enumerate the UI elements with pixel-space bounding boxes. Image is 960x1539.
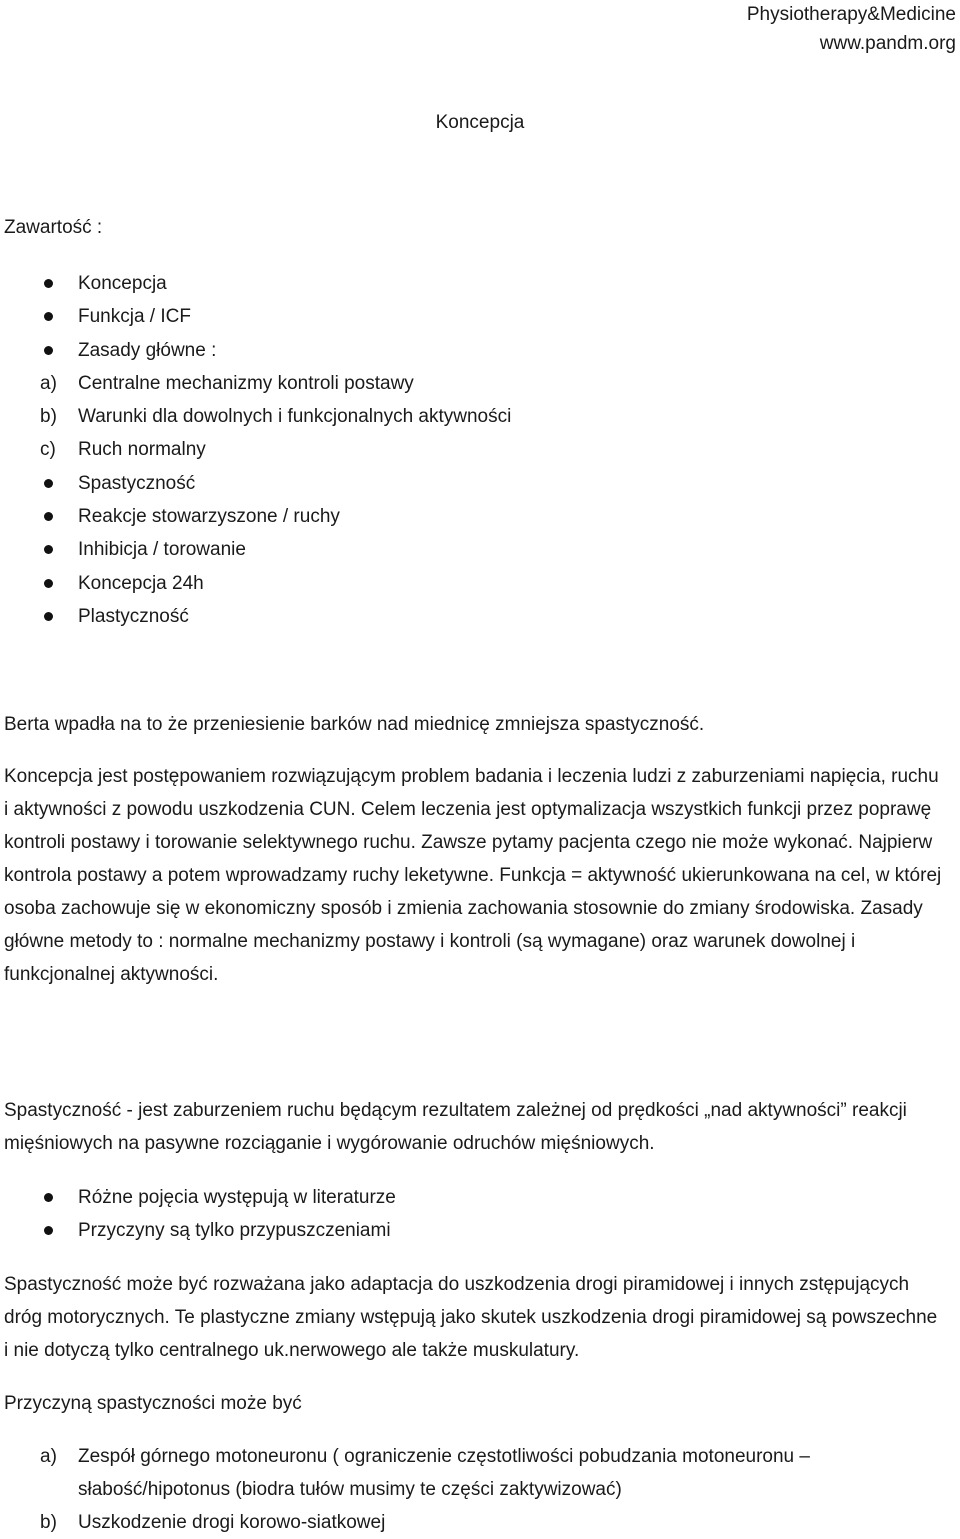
list-marker: a) (40, 1446, 57, 1467)
bullet-icon (44, 612, 53, 621)
bullet-icon (44, 1226, 53, 1235)
bullet-icon (44, 479, 53, 488)
list-item: Reakcje stowarzyszone / ruchy (4, 500, 904, 533)
list-item: Inhibicja / torowanie (4, 533, 904, 566)
list-item: Koncepcja (4, 267, 904, 300)
paragraph-spasticity: Spastyczność - jest zaburzeniem ruchu będącym rezultatem zależnej od prędkości „nad aktywności” reakcji mięśniowych na pasywne rozciąganie i wygórowanie odruchów mięśniowych. (4, 1100, 907, 1154)
bullet-icon (44, 545, 53, 554)
list-marker: b) (40, 406, 57, 428)
list-item: Plastyczność (4, 600, 904, 633)
bullet-icon (44, 346, 53, 355)
site-url: www.pandm.org (819, 33, 956, 54)
list-marker: b) (40, 1512, 57, 1533)
bullet-icon (44, 312, 53, 321)
causes-label: Przyczyną spastyczności może być (4, 1393, 302, 1414)
contents-label: Zawartość : (4, 217, 103, 238)
list-item: a) Centralne mechanizmy kontroli postawy (4, 367, 904, 400)
bullet-icon (44, 1193, 53, 1202)
list-item: b) Warunki dla dowolnych i funkcjonalnych aktywności (4, 400, 904, 433)
bullet-icon (44, 279, 53, 288)
list-item: Zasady główne : (4, 334, 904, 367)
spasticity-list (4, 1181, 904, 1248)
list-marker: a) (40, 372, 57, 394)
paragraph-berta: Berta wpadła na to że przeniesienie barków nad miednicę zmniejsza spastyczność. (4, 714, 705, 735)
bullet-icon (44, 512, 53, 521)
site-name: Physiotherapy&Medicine (746, 4, 956, 25)
list-item: Różne pojęcia występują w literaturze (4, 1181, 904, 1214)
list-marker: c) (40, 439, 56, 461)
contents-list (4, 267, 904, 633)
list-item: Przyczyny są tylko przypuszczeniami (4, 1214, 904, 1247)
list-item: a) Zespół górnego motoneuronu ( ograniczenie częstotliwości pobudzania motoneuronu – słabość/hipotonus (biodra tułów musimy te części zaktywizować) (4, 1440, 884, 1506)
causes-list (4, 1440, 884, 1539)
document-title: Koncepcja (435, 112, 525, 133)
paragraph-adaptation: Spastyczność może być rozważana jako adaptacja do uszkodzenia drogi piramidowej i innych zstępujących dróg motorycznych. Te plastyczne zmiany wstępują jako skutek uszkodzenia drogi piramidowej są powszechne i nie dotyczą tylko centralnego uk.nerwowego ale także muskulatury. (4, 1274, 938, 1361)
list-item: Koncepcja 24h (4, 567, 904, 600)
list-item: Funkcja / ICF (4, 300, 904, 333)
list-item: b) Uszkodzenie drogi korowo-siatkowej (4, 1506, 884, 1539)
bullet-icon (44, 579, 53, 588)
list-item: Spastyczność (4, 467, 904, 500)
list-item: c) Ruch normalny (4, 433, 904, 466)
page-header (747, 0, 956, 58)
paragraph-concept: Koncepcja jest postępowaniem rozwiązującym problem badania i leczenia ludzi z zaburzeniami napięcia, ruchu i aktywności z powodu uszkodzenia CUN. Celem leczenia jest optymalizacja wszystkich funkcji przez poprawę kontroli postawy i torowanie selektywnego ruchu. Zawsze pytamy pacjenta czego nie może wykonać. Najpierw kontrola postawy a potem wprowadzamy ruchy leketywne. Funkcja = aktywność ukierunkowana na cel, w której osoba zachowuje się w ekonomiczny sposób i zmienia zachowania stosownie do zmiany środowiska. Zasady główne metody to : normalne mechanizmy postawy i kontroli (są wymagane) oraz warunek dowolnej i funkcjonalnej aktywności. (4, 766, 942, 985)
